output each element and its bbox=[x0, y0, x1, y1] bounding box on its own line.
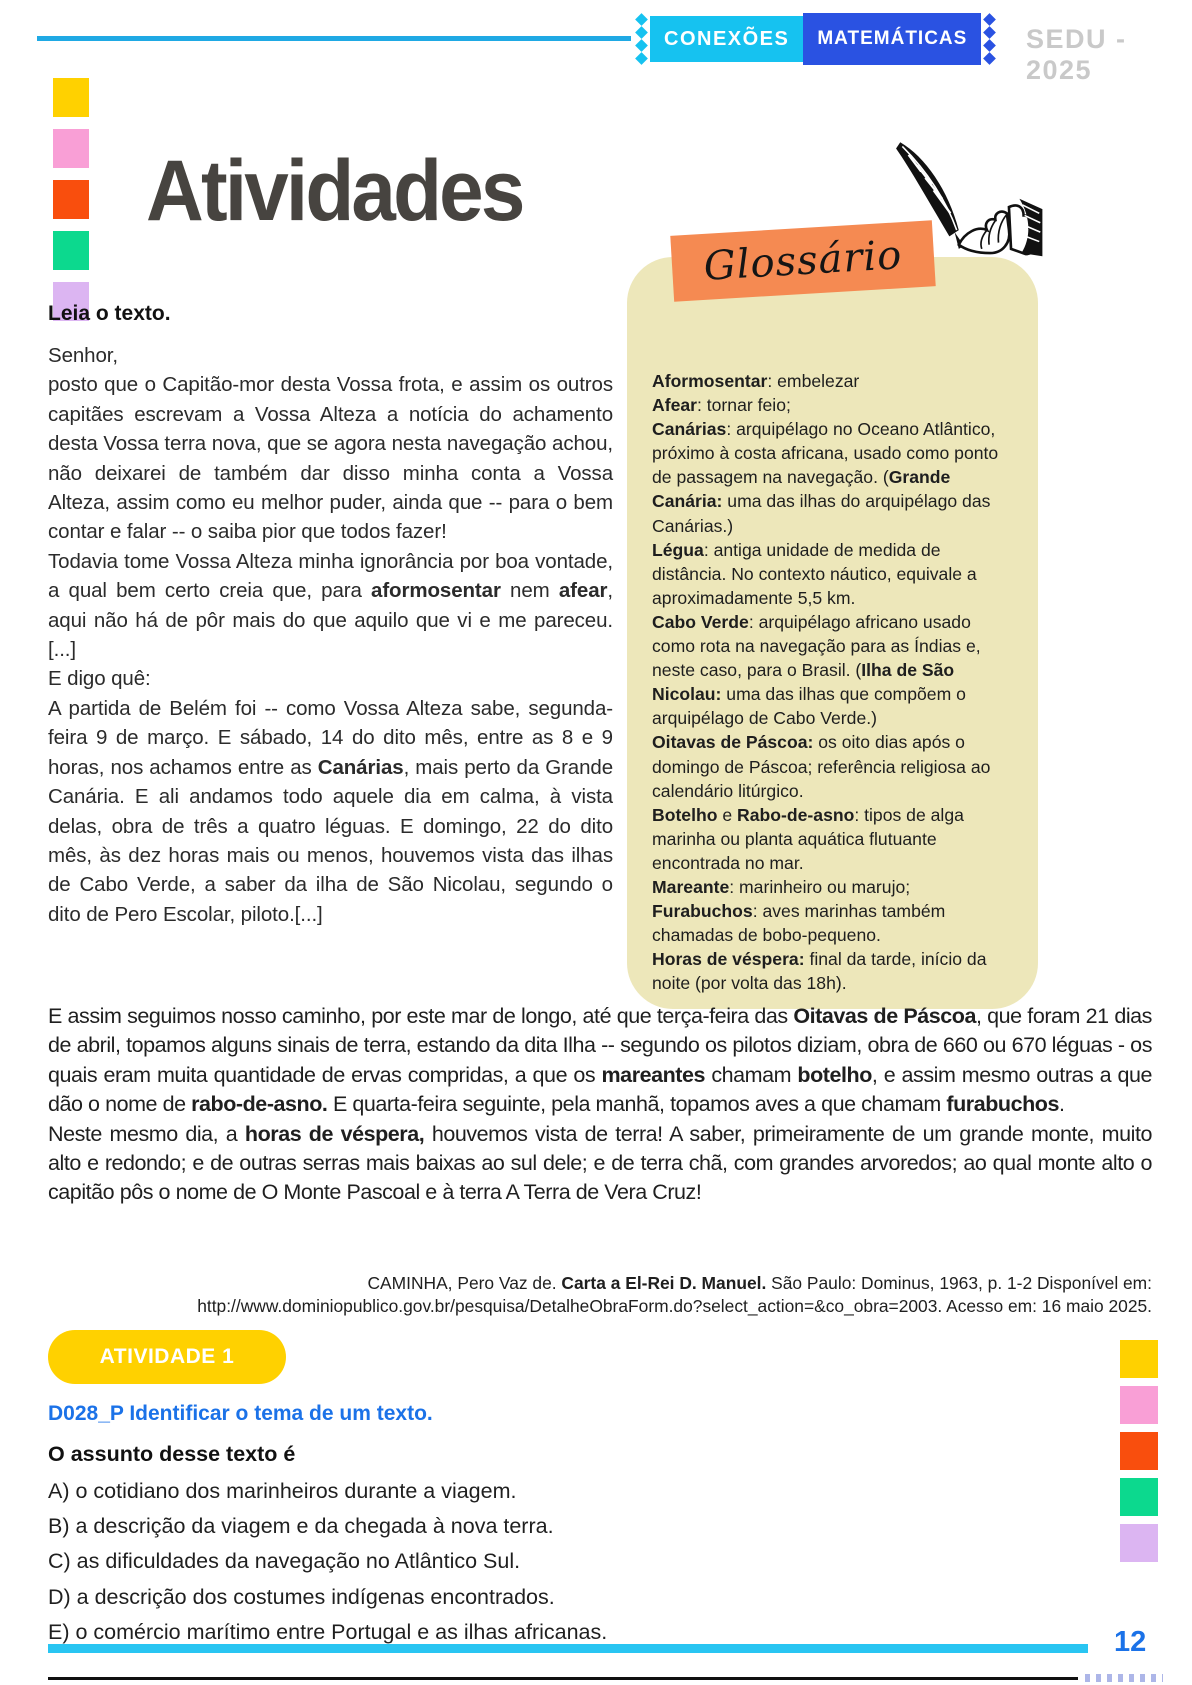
answer-option-e: E) o comércio marítimo entre Portugal e as ilhas africanas. bbox=[48, 1619, 608, 1644]
answer-options bbox=[48, 1474, 768, 1650]
bottom-edge-line bbox=[48, 1677, 1078, 1680]
brand-logo bbox=[633, 13, 998, 65]
glossary-entry: Botelho e Rabo-de-asno: tipos de alga marinha ou planta aquática flutuante encontrada no mar. bbox=[652, 804, 964, 873]
decor-square-pink bbox=[1120, 1386, 1158, 1424]
answer-option-a: A) o cotidiano dos marinheiros durante a viagem. bbox=[48, 1479, 517, 1503]
letter-column bbox=[48, 341, 613, 929]
diamond-icon bbox=[635, 13, 648, 26]
wide-paragraph: Neste mesmo dia, a horas de véspera, houvemos vista de terra! A saber, primeiramente de um grande monte, muito alto e redondo; e de outras serras mais baixas ao sul dele; e de terra chã, com grandes arvoredos; ao qual monte alto o capitão pôs o nome de O Monte Pascoal e à terra A Terra de Vera Cruz! bbox=[48, 1121, 1152, 1205]
glossary-entry: Horas de véspera: final da tarde, início da noite (por volta das 18h). bbox=[652, 949, 987, 994]
glossary-entry: Oitavas de Páscoa: os oito dias após o domingo de Páscoa; referência religiosa ao calendário litúrgico. bbox=[652, 732, 991, 801]
decor-square-pink bbox=[53, 129, 89, 168]
header-rule bbox=[37, 36, 631, 41]
glossary-entry: Mareante: marinheiro ou marujo; bbox=[652, 876, 911, 897]
glossary-entry: Afear: tornar feio; bbox=[652, 395, 791, 416]
answer-option-d: D) a descrição dos costumes indígenas encontrados. bbox=[48, 1584, 555, 1609]
decor-square-orange bbox=[1120, 1432, 1158, 1470]
quill-hand-illustration bbox=[885, 136, 1043, 298]
diamond-icon bbox=[983, 52, 996, 65]
decor-squares-left bbox=[53, 78, 89, 333]
zigzag-right-decor bbox=[985, 15, 994, 63]
brand-badge-matematicas: MATEMÁTICAS bbox=[803, 13, 981, 65]
answer-option-c: C) as dificuldades da navegação no Atlântico Sul. bbox=[48, 1549, 521, 1574]
diamond-icon bbox=[635, 52, 648, 65]
letter-paragraph: posto que o Capitão-mor desta Vossa frota, e assim os outros capitães escrevam a Vossa Alteza a notícia do achamento desta Vossa terra nova, que se agora nesta navegação achou, não deixarei de também dar disso minha conta a Vossa Alteza, assim como eu melhor puder, ainda que -- para o bem contar e falar -- o saiba pior que todos fazer! bbox=[48, 373, 613, 544]
glossary-entry: Cabo Verde: arquipélago africano usado como rota na navegação para as Índias e, neste caso, para o Brasil. (Ilha de São Nicolau: uma das ilhas que compõem o arquipélago de Cabo Verde.) bbox=[652, 611, 981, 729]
wide-paragraph: E assim seguimos nosso caminho, por este mar de longo, até que terça-feira das Oitavas de Páscoa, que foram 21 dias de abril, topamos alguns sinais de terra, estando da dita Ilha -- segundo os pilotos diziam, obra de 660 ou 670 léguas - os quais eram muita quantidade de ervas compridas, a que os mareantes chamam botelho, e assim mesmo outras a que dão o nome de rabo-de-asno. E quarta-feira seguinte, pela manhã, topamos aves a que chamam furabuchos. bbox=[48, 1004, 1153, 1117]
decor-square-green bbox=[53, 231, 89, 270]
letter-paragraph: Todavia tome Vossa Alteza minha ignorância por boa vontade, a qual bem certo creia que, para aformosentar nem afear, aqui não há de pôr mais do que aquilo que vi e me pareceu. [...] bbox=[48, 549, 613, 662]
decor-square-yellow bbox=[1120, 1340, 1158, 1378]
letter-continuation bbox=[48, 1002, 1152, 1208]
glossary-entries bbox=[652, 369, 1016, 995]
decor-square-green bbox=[1120, 1478, 1158, 1516]
question-stem: O assunto desse texto é bbox=[48, 1442, 296, 1466]
bottom-edge-fragment bbox=[1085, 1674, 1163, 1682]
diamond-icon bbox=[983, 39, 996, 52]
footer-rule bbox=[48, 1644, 1088, 1653]
decor-square-yellow bbox=[53, 78, 89, 117]
zigzag-left-decor bbox=[637, 15, 646, 63]
skill-descriptor: D028_P Identificar o tema de um texto. bbox=[48, 1402, 433, 1425]
glossary-entry: Canárias: arquipélago no Oceano Atlântico, próximo à costa africana, usado como ponto de passagem na navegação. (Grande Canária: uma das ilhas do arquipélago das Canárias.) bbox=[652, 419, 999, 536]
diamond-icon bbox=[983, 26, 996, 39]
activity-badge: ATIVIDADE 1 bbox=[48, 1330, 286, 1384]
diamond-icon bbox=[983, 13, 996, 26]
glossary-entry: Aformosentar: embelezar bbox=[652, 371, 860, 391]
letter-paragraph: E digo quê: bbox=[48, 667, 151, 691]
decor-square-lavender bbox=[1120, 1524, 1158, 1562]
decor-square-orange bbox=[53, 180, 89, 219]
page-title: Atividades bbox=[146, 143, 523, 239]
glossary-entry: Furabuchos: aves marinhas também chamadas de bobo-pequeno. bbox=[652, 901, 946, 946]
diamond-icon bbox=[635, 39, 648, 52]
glossary-label-text: Glossário bbox=[702, 232, 904, 290]
decor-squares-right bbox=[1120, 1340, 1158, 1570]
answer-option-b: B) a descrição da viagem e da chegada à nova terra. bbox=[48, 1514, 554, 1539]
diamond-icon bbox=[635, 26, 648, 39]
brand-badge-conexoes: CONEXÕES bbox=[650, 16, 803, 62]
glossary-entry: Légua: antiga unidade de medida de distância. No contexto náutico, equivale a aproximadamente 5,5 km. bbox=[652, 539, 977, 608]
read-instruction: Leia o texto. bbox=[48, 302, 171, 325]
citation: CAMINHA, Pero Vaz de. Carta a El-Rei D. Manuel. São Paulo: Dominus, 1963, p. 1-2 Disponível em: http://www.dominiopublico.gov.br/pesquisa/DetalheObraForm.do?select_action=&co_obra=2003. Acesso em: 16 maio 2025. bbox=[197, 1273, 1152, 1316]
sedu-edition-logo: SEDU - 2025 bbox=[1026, 24, 1127, 85]
letter-paragraph: Senhor, bbox=[48, 344, 118, 367]
letter-paragraph: A partida de Belém foi -- como Vossa Alteza sabe, segunda-feira 9 de março. E sábado, 14 do dito mês, entre as 8 e 9 horas, nos achamos entre as Canárias, mais perto da Grande Canária. E ali andamos todo aquele dia em calma, à vista delas, obra de três a quatro léguas. E domingo, 22 do dito mês, às dez horas mais ou menos, houvemos vista das ilhas de Cabo Verde, a saber da ilha de São Nicolau, segundo o dito de Pero Escolar, piloto.[...] bbox=[48, 696, 614, 926]
page-number: 12 bbox=[1114, 1626, 1147, 1658]
